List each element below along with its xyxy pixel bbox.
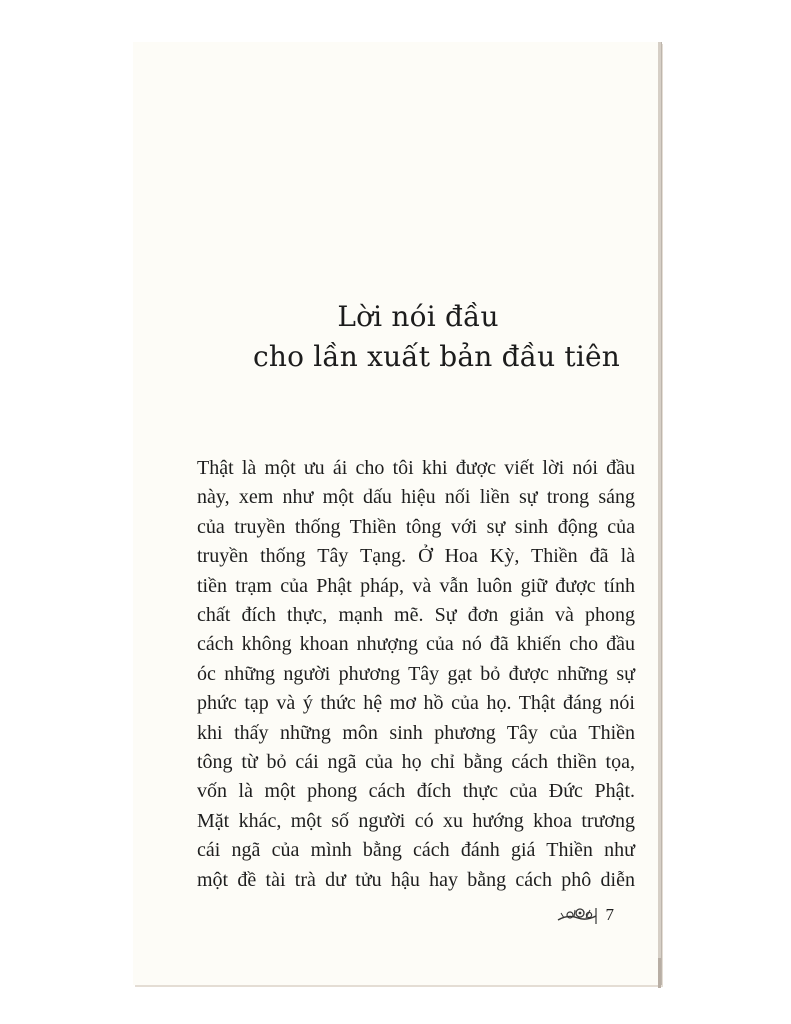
- text-line: Mặt khác, một số người có xu hướng khoa trương: [197, 809, 635, 832]
- chapter-title: [253, 297, 621, 377]
- text-line: óc những người phương Tây gạt bỏ được những sự: [197, 662, 635, 685]
- text-line: của truyền thống Thiền tông với sự sinh động của: [197, 515, 635, 538]
- title-line-2: cho lần xuất bản đầu tiên: [253, 340, 621, 373]
- text-line: truyền thống Tây Tạng. Ở Hoa Kỳ, Thiền đã là: [197, 545, 635, 568]
- text-line: cái ngã của mình bằng cách đánh giá Thiền như: [197, 839, 635, 862]
- title-line-1: Lời nói đầu: [337, 300, 499, 333]
- book-page: [133, 42, 661, 985]
- page-number: 7: [605, 905, 614, 924]
- text-line: khi thấy những môn sinh phương Tây của Thiền: [197, 721, 635, 744]
- text-line: tiền trạm của Phật pháp, và vẫn luôn giữ được tính: [197, 574, 635, 597]
- text-line: một đề tài trà dư tửu hậu hay bằng cách phô diễn: [197, 868, 635, 891]
- flower-ornament-icon: [556, 904, 602, 926]
- text-line: Thật là một ưu ái cho tôi khi được viết lời nói đầu: [197, 457, 635, 479]
- text-line: này, xem như một dấu hiệu nối liền sự trong sáng: [197, 486, 635, 509]
- text-line: cách không khoan nhượng của nó đã khiến cho đầu: [197, 633, 635, 656]
- body-paragraph: [197, 454, 635, 895]
- text-line: tông từ bỏ cái ngã của họ chỉ bằng cách thiền tọa,: [197, 751, 635, 774]
- text-line: chất đích thực, mạnh mẽ. Sự đơn giản và phong: [197, 604, 635, 627]
- text-line: vốn là một phong cách đích thực của Đức Phật.: [197, 780, 635, 803]
- text-line: phức tạp và ý thức hệ mơ hồ của họ. Thật đáng nói: [197, 692, 635, 715]
- page-footer: [556, 904, 615, 926]
